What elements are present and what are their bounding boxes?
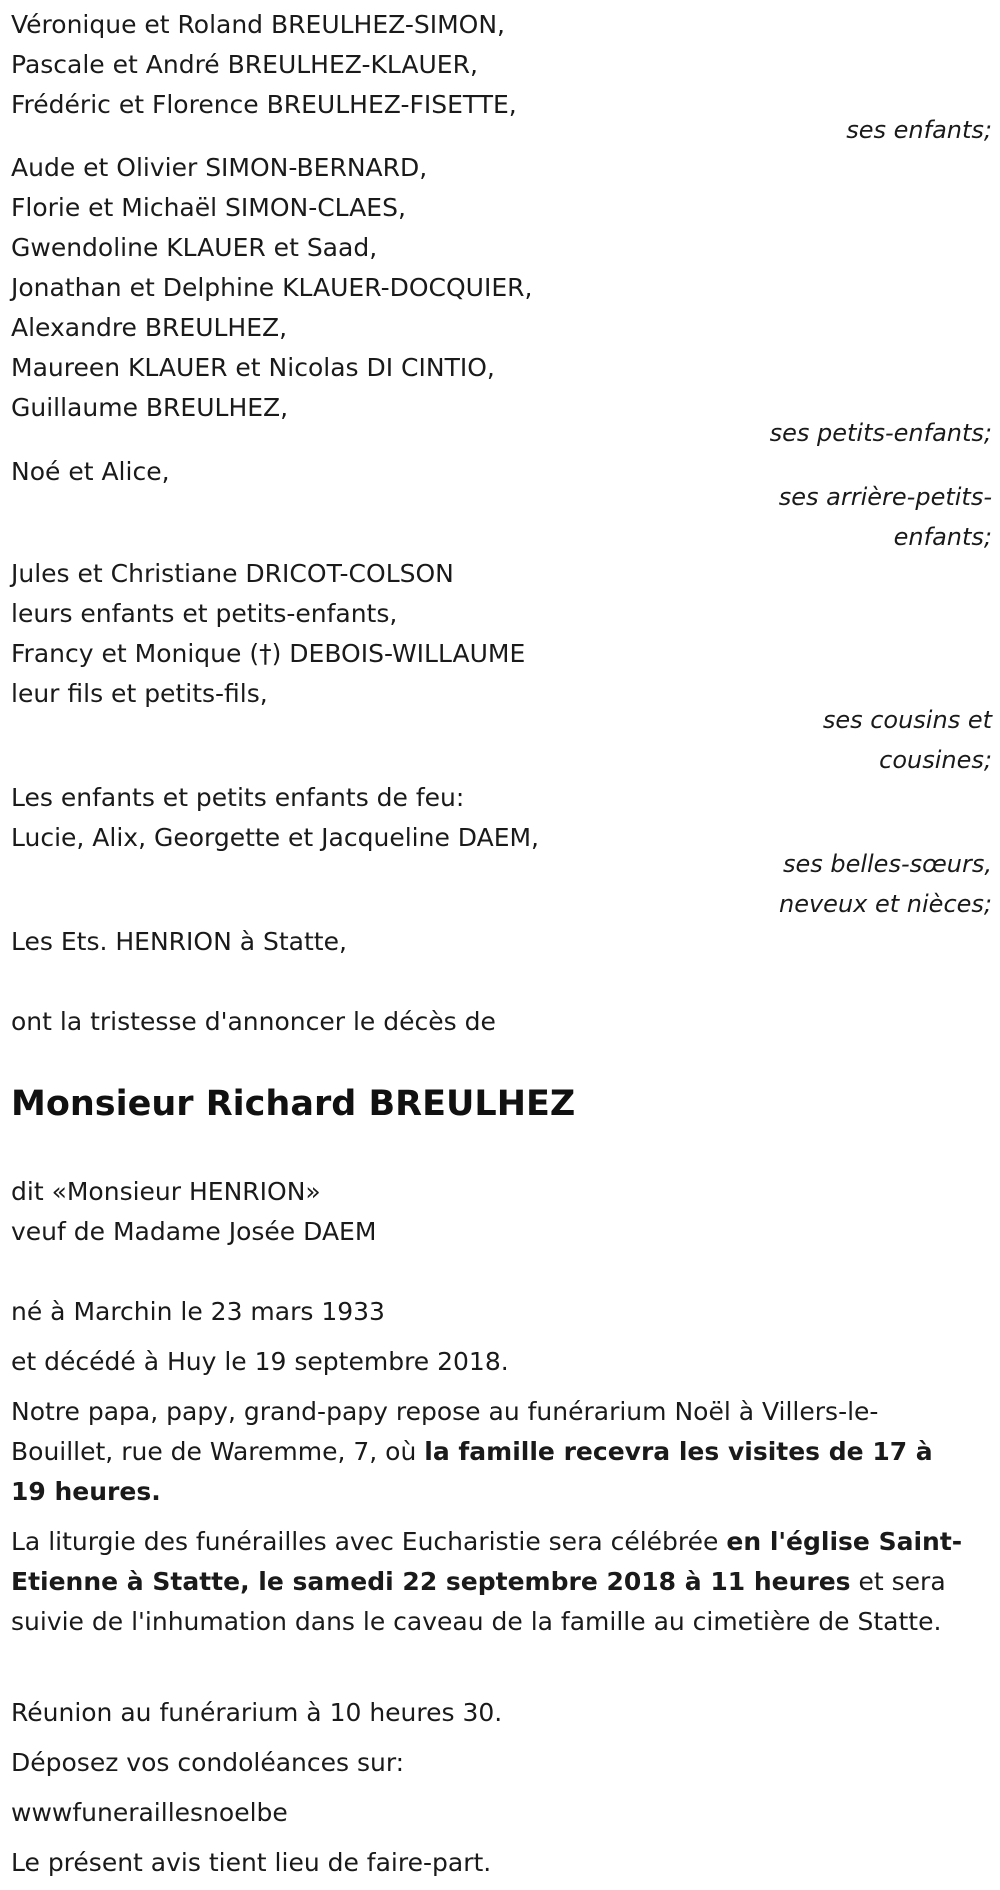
birth-line: né à Marchin le 23 mars 1933 — [11, 1297, 385, 1326]
family-line: leurs enfants et petits-enfants, — [11, 599, 398, 628]
liturgy-bold: en l'église Saint-Etienne à Statte, le samedi 22 septembre 2018 à 11 heures — [11, 1527, 963, 1596]
announcement: ont la tristesse d'annoncer le décès de — [11, 1007, 496, 1036]
deceased-nickname: dit «Monsieur HENRION» — [11, 1177, 321, 1206]
grandchildren-role: ses petits-enfants; — [769, 419, 992, 447]
family-line: Véronique et Roland BREULHEZ-SIMON, — [11, 10, 505, 39]
meeting-line: Réunion au funérarium à 10 heures 30. — [11, 1698, 503, 1727]
in-laws-role: neveux et nièces; — [779, 890, 992, 918]
children-role: ses enfants; — [846, 116, 992, 144]
liturgy-text: La liturgie des funérailles avec Eucharistie sera célébrée — [11, 1527, 727, 1556]
liturgy-paragraph — [11, 1522, 966, 1642]
death-line: et décédé à Huy le 19 septembre 2018. — [11, 1347, 509, 1376]
family-line: leur fils et petits-fils, — [11, 679, 268, 708]
family-line: Gwendoline KLAUER et Saad, — [11, 233, 378, 262]
repose-text: Notre papa, papy, grand-papy repose au funérarium Noël à Villers-le-Bouillet, rue de Waremme, 7, où — [11, 1397, 879, 1466]
family-line: Florie et Michaël SIMON-CLAES, — [11, 193, 406, 222]
family-line: Jules et Christiane DRICOT-COLSON — [11, 559, 454, 588]
family-line: Pascale et André BREULHEZ-KLAUER, — [11, 50, 478, 79]
repose-paragraph — [11, 1392, 966, 1512]
family-line: Les Ets. HENRION à Statte, — [11, 927, 347, 956]
cousins-role: cousines; — [879, 746, 992, 774]
condolences-line: Déposez vos condoléances sur: — [11, 1748, 405, 1777]
family-line: Les enfants et petits enfants de feu: — [11, 783, 465, 812]
family-line: Jonathan et Delphine KLAUER-DOCQUIER, — [11, 273, 533, 302]
visits-bold: la famille recevra les visites de 17 à 19 heures. — [11, 1437, 933, 1506]
family-line: Lucie, Alix, Georgette et Jacqueline DAEM, — [11, 823, 540, 852]
great-grandchildren-role: ses arrière-petits- — [778, 483, 992, 511]
deceased-name: Monsieur Richard BREULHEZ — [11, 1084, 576, 1124]
great-grandchildren-role: enfants; — [893, 523, 992, 551]
liturgy-after: et sera suivie de l'inhumation dans le caveau de la famille au cimetière de Statte. — [11, 1567, 946, 1636]
family-line: Alexandre BREULHEZ, — [11, 313, 288, 342]
family-line: Francy et Monique (†) DEBOIS-WILLAUME — [11, 639, 526, 668]
in-laws-role: ses belles-sœurs, — [782, 850, 992, 878]
website-text: wwwfuneraillesnoelbe — [11, 1798, 288, 1827]
notice-line: Le présent avis tient lieu de faire-part. — [11, 1848, 492, 1877]
family-line: Aude et Olivier SIMON-BERNARD, — [11, 153, 428, 182]
family-line: Maureen KLAUER et Nicolas DI CINTIO, — [11, 353, 495, 382]
family-line: Guillaume BREULHEZ, — [11, 393, 289, 422]
cousins-role: ses cousins et — [822, 706, 992, 734]
deceased-widower: veuf de Madame Josée DAEM — [11, 1217, 377, 1246]
family-line: Noé et Alice, — [11, 457, 170, 486]
family-line: Frédéric et Florence BREULHEZ-FISETTE, — [11, 90, 517, 119]
